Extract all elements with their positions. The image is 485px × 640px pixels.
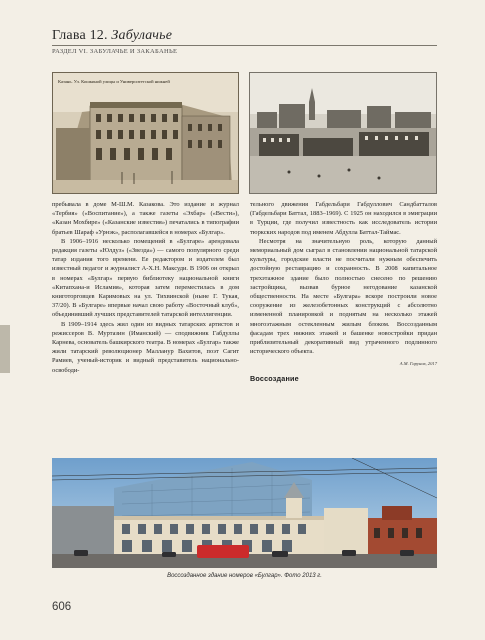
archival-photo-caption: Казань. Ул. Кошкиной улицы и Университетской нижней — [58, 79, 170, 84]
chapter-heading — [52, 28, 437, 44]
section-label: РАЗДЕЛ VI. ЗАБУЛАЧЬЕ И ЗАКАБАНЬЕ — [52, 48, 178, 55]
chapter-title: Забулачье — [111, 28, 173, 43]
author-credit: А.М. Гарунов, 2017 — [399, 361, 437, 367]
modern-building-photo — [52, 458, 437, 568]
paragraph: В 1906–1916 несколько помещений в «Булгаре» арендовала редакция газеты «Юлдуз» («Звезда») — самого популярного среди татар издания того времени. Ее редактором и издателем был известный педагог и журналист А-Х.Н. Максуди. В 1906 он открыл в номерах «Булгар» первую библиотеку национальной книги «Китапхана-и Исламия», которая затем переместилась в дом книготорговцев Каримовых на ул. Тихвинской (ныне Г. Тукая, 37/20). В «Булгаре» впервые начал свою работу «Восточный клуб», объединивший лучших представителей татарской интеллигенции. — [52, 237, 239, 319]
paragraph: В 1909–1914 здесь жил один из видных татарских артистов и режиссеров В. Муртазин (Иманский) — сподвижник Габдуллы Карнева, основатель башкирского театра. В номерах «Булгар» также жили татарский революционер Маллануp Вахитов, поэт Сагит Рамиев, ученый-историк и видный представитель национально-освободи- — [52, 320, 239, 374]
paragraph: Несмотря на значительную роль, которую данный мемориальный дом сыграл в становлении национальной татарской культуры, городские власти не посчитали нужным обеспечить достойную реставрацию и сохранность. В 2008 капитальное трехэтажное здание было полностью снесено по решению застройщика, вызвав бурное негодование казанской общественности. На месте «Булгара» вскоре построили новое сооружение из железобетонных конструкций с абсолютно измененной планировкой и поднятым на несколько этажей многоэтажным остекленным жилым блоком. Воссозданным фасадам трех нижних этажей и башенке новостройки придан приблизительный декоративный вид утраченного подлинного исторического объекта. — [250, 237, 437, 356]
chapter-label: Глава 12. — [52, 28, 108, 43]
paragraph: пребывала в доме М-Ш.М. Казакова. Это издание и журнал «Тербия» («Воспитание»), а также газеты «Эхбар» («Вести»), «Казан Мохбире» («Казанские известия») печатались в типографии братьев Шараф «Урнэк», располагавшейся в номерах «Булгар». — [52, 201, 239, 236]
left-column — [52, 200, 239, 375]
archival-photo-street — [52, 72, 239, 194]
right-column — [250, 200, 437, 383]
paragraph: тельного движения Габдельбари Габдуллович Сандбатталов (Габдельбари Баттал, 1883–1969). С 1925 он находился в эмиграции в Турции, где получил известность как исследователь истории тюркских народов под именем Абдулла Баттал-Таймас. — [250, 201, 437, 236]
photo-caption: Воссозданное здание номеров «Булгар». Фото 2013 г. — [167, 573, 322, 579]
running-header — [52, 28, 437, 55]
page-edge-tab — [0, 325, 10, 373]
archival-photo-city-view — [249, 72, 437, 194]
page-number: 606 — [52, 601, 72, 613]
section-subheading: Воссоздание — [250, 374, 299, 384]
header-rule — [52, 45, 437, 46]
article-body — [52, 200, 437, 452]
